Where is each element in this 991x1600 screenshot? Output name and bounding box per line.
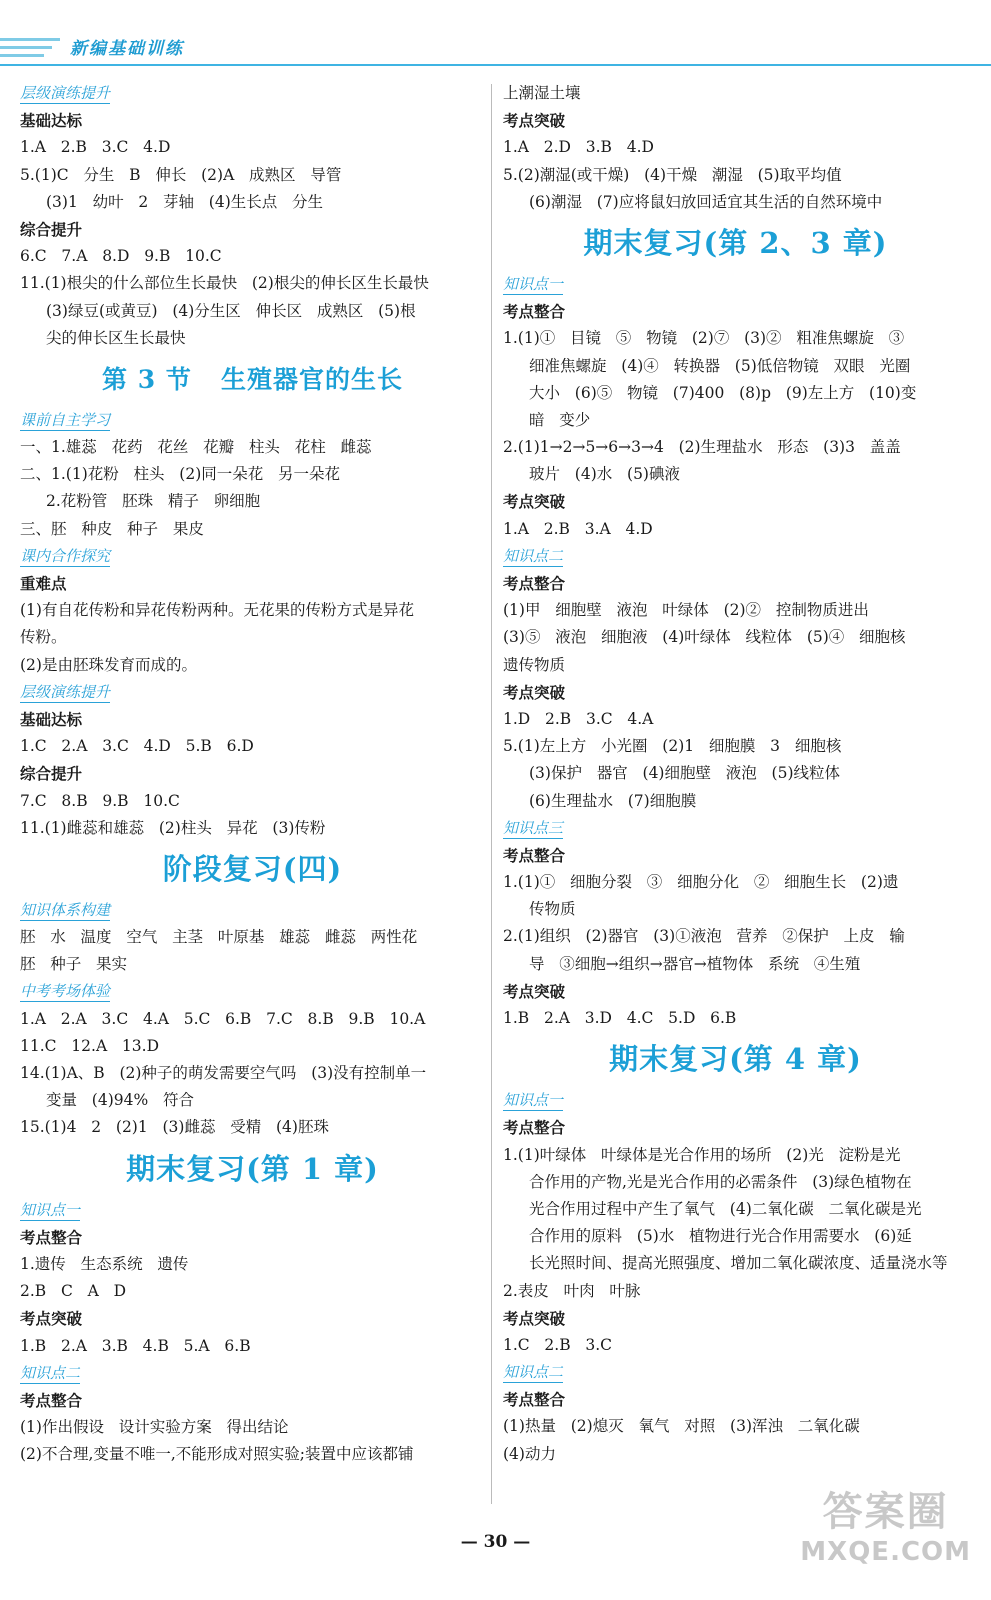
chapter-heading: 期末复习(第 2、3 章)	[583, 225, 888, 260]
answer-line: 暗 变少	[529, 410, 591, 429]
page-number: — 30 —	[460, 1532, 531, 1552]
subsection-heading: 考点整合	[503, 1118, 566, 1138]
answer-line: (2)是由胚珠发育而成的。	[20, 655, 197, 674]
answer-line: 1.B 2.A 3.B 4.B 5.A 6.B	[20, 1336, 251, 1355]
answer-line: (1)有自花传粉和异花传粉两种。无花果的传粉方式是异花	[20, 601, 414, 620]
answer-line: 光合作用过程中产生了氧气 (4)二氧化碳 二氧化碳是光	[529, 1199, 922, 1218]
answer-line: 1.A 2.D 3.B 4.D	[503, 138, 654, 157]
page-header	[0, 0, 991, 70]
subsection-heading: 考点整合	[503, 1390, 566, 1410]
section-tag-text: 课前自主学习	[20, 410, 111, 429]
answer-line: 传粉。	[20, 628, 67, 647]
section-tag-text: 知识点一	[503, 274, 564, 293]
answer-line: 1.D 2.B 3.C 4.A	[503, 709, 654, 728]
answer-line: 2.花粉管 胚珠 精子 卵细胞	[46, 492, 261, 511]
section-tag	[503, 1359, 968, 1386]
chapter-heading: 阶段复习(四)	[162, 851, 343, 886]
answer-line: 一、1.雄蕊 花药 花丝 花瓣 柱头 花柱 雌蕊	[20, 438, 372, 457]
header-rule	[0, 64, 991, 66]
answer-line: (4)动力	[503, 1444, 556, 1463]
subsection-heading: 考点突破	[503, 1308, 566, 1328]
answer-line: 2.(1)组织 (2)器官 (3)①液泡 营养 ②保护 上皮 输	[503, 927, 905, 946]
section-tag-text: 知识点三	[503, 818, 564, 837]
answer-line: 玻片 (4)水 (5)碘液	[529, 465, 680, 484]
subsection-heading: 考点整合	[503, 845, 566, 865]
subsection-heading: 考点突破	[20, 1309, 83, 1329]
answer-line: 1.A 2.B 3.A 4.D	[503, 519, 653, 538]
answer-line: (1)热量 (2)熄灭 氧气 对照 (3)浑浊 二氧化碳	[503, 1417, 860, 1436]
subsection-heading: 考点突破	[503, 682, 566, 702]
answer-line: 1.(1)① 目镜 ⑤ 物镜 (2)⑦ (3)② 粗准焦螺旋 ③	[503, 329, 905, 348]
answer-line: 11.(1)根尖的什么部位生长最快 (2)根尖的伸长区生长最快	[20, 274, 429, 293]
answer-line: 11.C 12.A 13.D	[20, 1036, 159, 1055]
section-tag-text: 中考考场体验	[20, 982, 111, 1001]
answer-line: 1.C 2.B 3.C	[503, 1335, 613, 1354]
answer-line: 传物质	[529, 900, 576, 919]
answer-line: 5.(1)C 分生 B 伸长 (2)A 成熟区 导管	[20, 165, 342, 184]
subsection-heading: 基础达标	[20, 111, 83, 131]
right-column	[503, 80, 968, 1468]
section-tag	[20, 897, 485, 924]
answer-line: 遗传物质	[503, 655, 566, 674]
answer-line: 1.A 2.A 3.C 4.A 5.C 6.B 7.C 8.B 9.B 10.A	[20, 1009, 426, 1028]
answer-line: 5.(2)潮湿(或干燥) (4)干燥 潮湿 (5)取平均值	[503, 165, 842, 184]
subsection-heading: 基础达标	[20, 709, 83, 729]
section-tag	[20, 1360, 485, 1387]
header-stripe	[0, 46, 52, 49]
section-tag-text: 知识体系构建	[20, 900, 111, 919]
answer-line: 1.B 2.A 3.D 4.C 5.D 6.B	[503, 1009, 737, 1027]
section-tag	[503, 1087, 968, 1114]
subsection-heading: 考点整合	[503, 574, 566, 593]
answer-line: 三、胚 种皮 种子 果皮	[20, 519, 204, 538]
answer-line: 11.(1)雌蕊和雄蕊 (2)柱头 异花 (3)传粉	[20, 818, 326, 837]
answer-line: 细准焦螺旋 (4)④ 转换器 (5)低倍物镜 双眼 光圈	[529, 356, 911, 375]
watermark-logo-text: 答案圈	[822, 1489, 949, 1535]
left-column	[20, 80, 485, 1468]
answer-line: (6)生理盐水 (7)细胞膜	[529, 791, 697, 810]
answer-line: 2.(1)1→2→5→6→3→4 (2)生理盐水 形态 (3)3 盖盖	[503, 438, 901, 457]
section-tag	[503, 815, 968, 842]
subsection-heading: 重难点	[20, 574, 67, 593]
answer-line: 15.(1)4 2 (2)1 (3)雌蕊 受精 (4)胚珠	[20, 1118, 329, 1137]
subsection-heading: 考点突破	[503, 111, 566, 131]
answer-line: 1.(1)① 细胞分裂 ③ 细胞分化 ② 细胞生长 (2)遗	[503, 873, 899, 892]
section-tag-text: 知识点一	[20, 1200, 81, 1219]
subsection-heading: 综合提升	[20, 219, 83, 239]
subsection-heading: 考点突破	[503, 492, 566, 512]
header-title: 新编基础训练	[70, 39, 184, 59]
column-divider	[491, 84, 492, 1504]
answer-line: 胚 水 温度 空气 主茎 叶原基 雄蕊 雌蕊 两性花	[20, 928, 418, 947]
answer-line: 胚 种子 果实	[20, 955, 128, 974]
watermark	[800, 1480, 971, 1567]
answer-line: 14.(1)A、B (2)种子的萌发需要空气吗 (3)没有控制单一	[20, 1064, 427, 1082]
section-tag	[20, 80, 485, 107]
section-tag	[20, 1197, 485, 1224]
subsection-heading: 考点突破	[503, 981, 566, 1001]
section-tag	[20, 679, 485, 706]
answer-line: 导 ③细胞→组织→器官→植物体 系统 ④生殖	[529, 954, 861, 973]
section-tag-text: 知识点二	[20, 1363, 81, 1382]
chapter-heading: 第 3 节 生殖器官的生长	[102, 364, 403, 394]
answer-line: (3)绿豆(或黄豆) (4)分生区 伸长区 成熟区 (5)根	[46, 301, 416, 320]
section-tag	[20, 543, 485, 570]
section-tag-text: 层级演练提升	[20, 682, 111, 701]
answer-line: 6.C 7.A 8.D 9.B 10.C	[20, 247, 222, 266]
answer-line: 变量 (4)94% 符合	[46, 1091, 194, 1110]
answer-line: 1.遗传 生态系统 遗传	[20, 1254, 189, 1273]
section-tag	[20, 407, 485, 434]
answer-line: (3)⑤ 液泡 细胞液 (4)叶绿体 线粒体 (5)④ 细胞核	[503, 628, 906, 647]
answer-line: 大小 (6)⑤ 物镜 (7)400 (8)p (9)左上方 (10)变	[529, 383, 917, 402]
answer-line: 合作用的原料 (5)水 植物进行光合作用需要水 (6)延	[529, 1227, 912, 1246]
answer-line: (1)甲 细胞壁 液泡 叶绿体 (2)② 控制物质进出	[503, 601, 869, 620]
answer-line: (1)作出假设 设计实验方案 得出结论	[20, 1418, 289, 1437]
section-tag	[20, 978, 485, 1005]
chapter-heading: 期末复习(第 1 章)	[126, 1151, 379, 1186]
watermark-url: MXQE.COM	[800, 1537, 971, 1567]
answer-line: (3)1 幼叶 2 芽轴 (4)生长点 分生	[46, 192, 324, 211]
answer-line: 上潮湿土壤	[503, 84, 581, 102]
section-tag-text: 知识点二	[503, 1363, 564, 1382]
chapter-heading: 期末复习(第 4 章)	[609, 1042, 862, 1077]
answer-line: 1.C 2.A 3.C 4.D 5.B 6.D	[20, 737, 254, 756]
answer-line: 1.(1)叶绿体 叶绿体是光合作用的场所 (2)光 淀粉是光	[503, 1145, 901, 1164]
subsection-heading: 综合提升	[20, 764, 83, 784]
subsection-heading: 考点整合	[20, 1390, 83, 1410]
section-tag	[503, 543, 968, 570]
subsection-heading: 考点整合	[503, 302, 566, 322]
answer-line: 2.表皮 叶肉 叶脉	[503, 1281, 641, 1300]
answer-line: 尖的伸长区生长最快	[46, 328, 186, 347]
answer-line: 1.A 2.B 3.C 4.D	[20, 138, 171, 157]
answer-line: 二、1.(1)花粉 柱头 (2)同一朵花 另一朵花	[20, 465, 341, 484]
answer-line: 5.(1)左上方 小光圈 (2)1 细胞膜 3 细胞核	[503, 737, 842, 756]
answer-line: (2)不合理,变量不唯一,不能形成对照实验;装置中应该都铺	[20, 1445, 414, 1464]
answer-line: 7.C 8.B 9.B 10.C	[20, 791, 180, 810]
answer-line: (3)保护 器官 (4)细胞壁 液泡 (5)线粒体	[529, 764, 840, 783]
section-tag-text: 课内合作探究	[20, 546, 111, 565]
answer-line: 合作用的产物,光是光合作用的必需条件 (3)绿色植物在	[529, 1172, 912, 1191]
answer-line: 长光照时间、提高光照强度、增加二氧化碳浓度、适量浇水等	[529, 1254, 948, 1273]
section-tag	[503, 271, 968, 298]
section-tag-text: 知识点二	[503, 546, 564, 565]
answer-line: (6)潮湿 (7)应将鼠妇放回适宜其生活的自然环境中	[529, 192, 883, 211]
answer-line: 2.B C A D	[20, 1282, 127, 1301]
section-tag-text: 层级演练提升	[20, 84, 111, 102]
header-stripe	[0, 54, 44, 57]
subsection-heading: 考点整合	[20, 1227, 83, 1247]
header-stripe	[0, 38, 60, 41]
section-tag-text: 知识点一	[503, 1091, 564, 1110]
